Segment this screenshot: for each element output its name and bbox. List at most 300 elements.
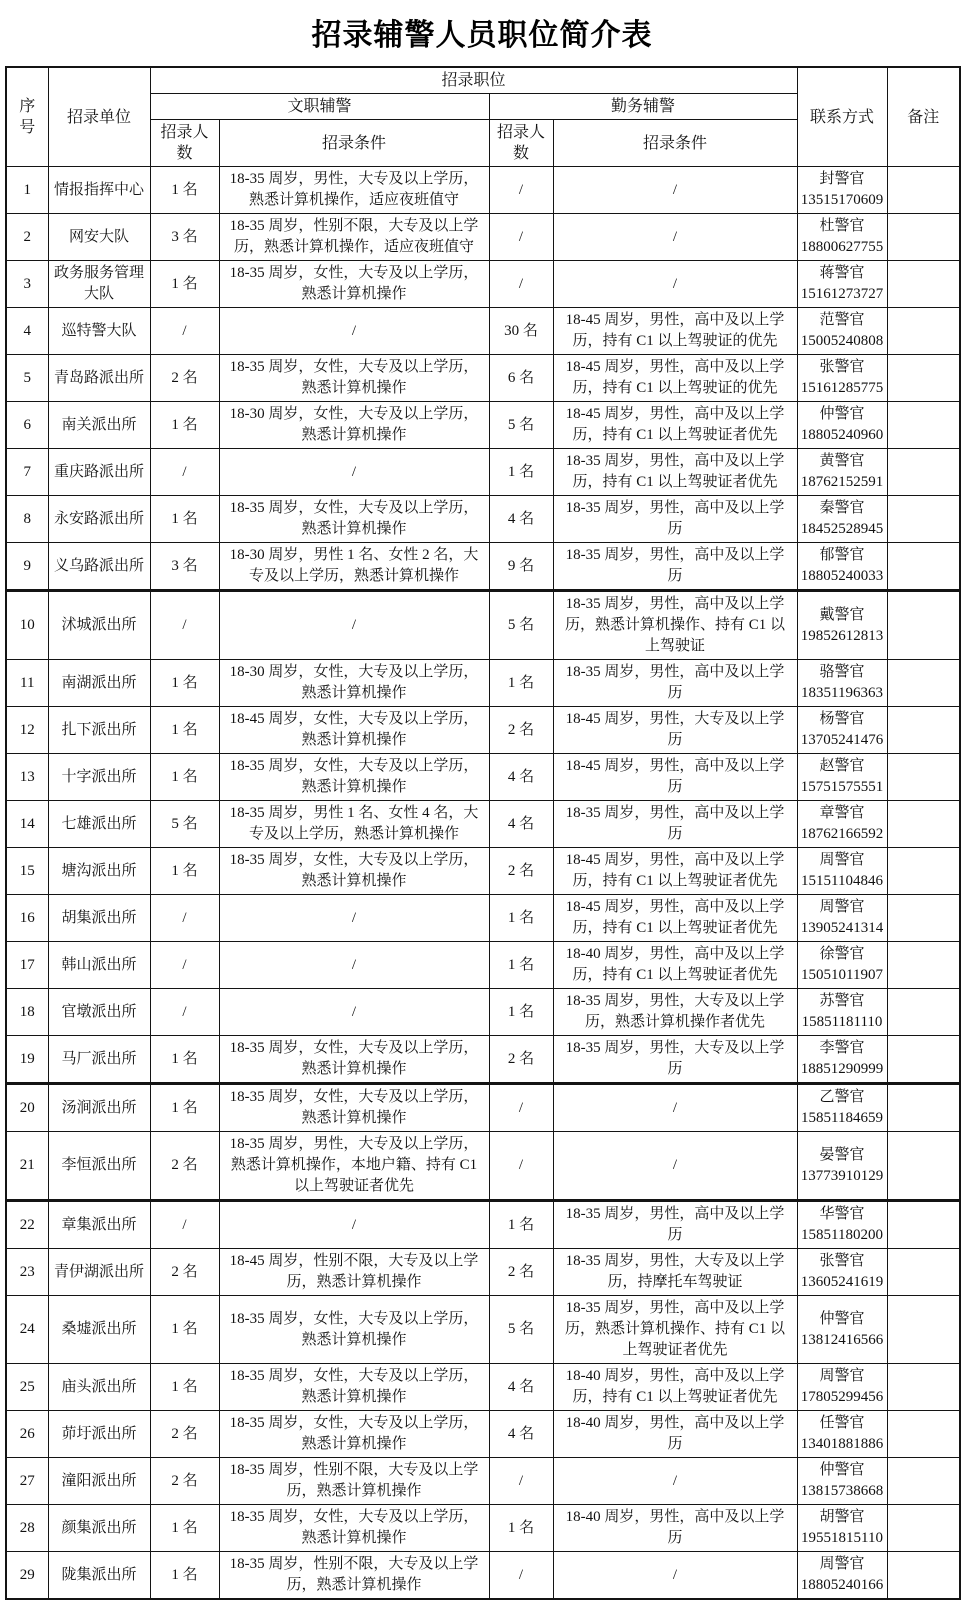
contact-cell (797, 1132, 887, 1201)
contact-phone: 15851181110 (801, 1014, 883, 1030)
civilian-count: 1 名 (150, 1296, 219, 1364)
row-unit: 网安大队 (48, 214, 150, 261)
header-remark: 备注 (887, 67, 960, 167)
civilian-conditions: / (219, 591, 489, 660)
row-serial: 28 (6, 1505, 48, 1552)
row-unit: 茆圩派出所 (48, 1411, 150, 1458)
row-serial: 27 (6, 1458, 48, 1505)
contact-cell (797, 449, 887, 496)
row-unit: 青岛路派出所 (48, 355, 150, 402)
duty-conditions: 18-35 周岁，男性，高中及以上学历 (553, 496, 797, 543)
contact-phone: 13515170609 (800, 192, 884, 208)
duty-conditions: 18-35 周岁，男性，高中及以上学历 (553, 801, 797, 848)
duty-conditions: / (553, 1132, 797, 1201)
remark-cell (887, 1458, 960, 1505)
remark-cell (887, 1132, 960, 1201)
remark-cell (887, 355, 960, 402)
row-serial: 1 (6, 167, 48, 214)
duty-conditions: 18-40 周岁，男性，高中及以上学历 (553, 1411, 797, 1458)
civilian-count: 1 名 (150, 402, 219, 449)
contact-cell (797, 1036, 887, 1084)
row-unit: 巡特警大队 (48, 308, 150, 355)
duty-count: 2 名 (489, 1036, 553, 1084)
civilian-conditions: 18-30 周岁，女性，大专及以上学历，熟悉计算机操作 (219, 402, 489, 449)
contact-name: 杨警官 (819, 711, 865, 727)
remark-cell (887, 1249, 960, 1296)
table-row (6, 1411, 960, 1458)
row-serial: 3 (6, 261, 48, 308)
contact-phone: 15151104846 (801, 873, 883, 889)
row-unit: 重庆路派出所 (48, 449, 150, 496)
duty-count: 1 名 (489, 449, 553, 496)
contact-phone: 15005240808 (800, 333, 884, 349)
duty-conditions: 18-35 周岁，男性，高中及以上学历 (553, 543, 797, 591)
contact-cell (797, 848, 887, 895)
table-row (6, 496, 960, 543)
civilian-count: 5 名 (150, 801, 219, 848)
contact-cell (797, 591, 887, 660)
row-unit: 沭城派出所 (48, 591, 150, 660)
row-serial: 6 (6, 402, 48, 449)
contact-name: 蒋警官 (819, 265, 865, 281)
remark-cell (887, 1296, 960, 1364)
row-serial: 16 (6, 895, 48, 942)
row-unit: 官墩派出所 (48, 989, 150, 1036)
civilian-count: / (150, 989, 219, 1036)
table-row (6, 167, 960, 214)
civilian-conditions: 18-35 周岁，性别不限，大专及以上学历，熟悉计算机操作，适应夜班值守 (219, 214, 489, 261)
remark-cell (887, 261, 960, 308)
table-row (6, 543, 960, 591)
civilian-conditions: / (219, 942, 489, 989)
table-row (6, 1249, 960, 1296)
civilian-count: 1 名 (150, 660, 219, 707)
row-serial: 4 (6, 308, 48, 355)
civilian-count: 3 名 (150, 214, 219, 261)
civilian-count: 1 名 (150, 496, 219, 543)
row-serial: 5 (6, 355, 48, 402)
remark-cell (887, 1364, 960, 1411)
duty-count: 5 名 (489, 591, 553, 660)
civilian-conditions: 18-45 周岁，女性，大专及以上学历，熟悉计算机操作 (219, 707, 489, 754)
duty-conditions: / (553, 1552, 797, 1600)
row-serial: 11 (6, 660, 48, 707)
civilian-conditions: / (219, 449, 489, 496)
contact-phone: 15851180200 (801, 1227, 883, 1243)
row-unit: 桑墟派出所 (48, 1296, 150, 1364)
remark-cell (887, 496, 960, 543)
civilian-count: / (150, 1201, 219, 1249)
duty-count: 1 名 (489, 1201, 553, 1249)
contact-name: 黄警官 (819, 453, 865, 469)
remark-cell (887, 167, 960, 214)
remark-cell (887, 449, 960, 496)
civilian-count: 1 名 (150, 848, 219, 895)
duty-conditions: 18-40 周岁，男性，高中及以上学历，持有 C1 以上驾驶证者优先 (553, 1364, 797, 1411)
remark-cell (887, 754, 960, 801)
remark-cell (887, 1036, 960, 1084)
row-serial: 2 (6, 214, 48, 261)
remark-cell (887, 543, 960, 591)
row-serial: 20 (6, 1084, 48, 1132)
row-serial: 9 (6, 543, 48, 591)
row-unit: 颜集派出所 (48, 1505, 150, 1552)
duty-conditions: 18-45 周岁，男性，高中及以上学历，持有 C1 以上驾驶证者优先 (553, 895, 797, 942)
contact-name: 华警官 (819, 1206, 865, 1222)
contact-cell (797, 1364, 887, 1411)
contact-phone: 15161273727 (800, 286, 884, 302)
duty-conditions: 18-45 周岁，男性，高中及以上学历，持有 C1 以上驾驶证者优先 (553, 402, 797, 449)
contact-cell (797, 496, 887, 543)
header-contact: 联系方式 (797, 67, 887, 167)
duty-count: 2 名 (489, 1249, 553, 1296)
row-unit: 七雄派出所 (48, 801, 150, 848)
contact-cell (797, 1296, 887, 1364)
duty-count: / (489, 1458, 553, 1505)
remark-cell (887, 402, 960, 449)
contact-cell (797, 1084, 887, 1132)
row-unit: 汤涧派出所 (48, 1084, 150, 1132)
civilian-conditions: / (219, 895, 489, 942)
remark-cell (887, 1084, 960, 1132)
remark-cell (887, 707, 960, 754)
header-duty-conditions: 招录条件 (553, 120, 797, 167)
page-title: 招录辅警人员职位简介表 (311, 19, 653, 52)
civilian-conditions: / (219, 989, 489, 1036)
duty-count: 4 名 (489, 754, 553, 801)
contact-cell (797, 1552, 887, 1600)
row-serial: 8 (6, 496, 48, 543)
civilian-count: 1 名 (150, 754, 219, 801)
duty-conditions: 18-45 周岁，男性，高中及以上学历 (553, 754, 797, 801)
duty-count: 4 名 (489, 496, 553, 543)
contact-name: 封警官 (819, 171, 865, 187)
contact-phone: 13812416566 (800, 1331, 884, 1348)
contact-cell (797, 214, 887, 261)
civilian-count: 3 名 (150, 543, 219, 591)
duty-conditions: 18-35 周岁，男性，大专及以上学历，熟悉计算机操作者优先 (553, 989, 797, 1036)
contact-name: 周警官 (819, 1556, 865, 1572)
row-serial: 10 (6, 591, 48, 660)
contact-phone: 19852612813 (800, 627, 884, 644)
row-unit: 马厂派出所 (48, 1036, 150, 1084)
contact-phone: 15851184659 (801, 1110, 883, 1126)
contact-cell (797, 660, 887, 707)
contact-cell (797, 167, 887, 214)
row-unit: 十字派出所 (48, 754, 150, 801)
row-serial: 7 (6, 449, 48, 496)
table-row (6, 754, 960, 801)
table-row (6, 1201, 960, 1249)
civilian-count: 2 名 (150, 355, 219, 402)
duty-count: 2 名 (489, 707, 553, 754)
contact-name: 苏警官 (819, 993, 865, 1009)
table-header (6, 67, 960, 167)
contact-phone: 18805240166 (800, 1577, 884, 1593)
contact-name: 杜警官 (819, 218, 865, 234)
row-unit: 庙头派出所 (48, 1364, 150, 1411)
contact-cell (797, 355, 887, 402)
contact-cell (797, 989, 887, 1036)
duty-count: 2 名 (489, 848, 553, 895)
contact-phone: 15751575551 (800, 779, 884, 795)
contact-phone: 13401881886 (800, 1436, 884, 1452)
duty-conditions: 18-35 周岁，男性，高中及以上学历，熟悉计算机操作、持有 C1 以上驾驶证 (553, 591, 797, 660)
contact-phone: 15051011907 (801, 967, 883, 983)
duty-conditions: 18-35 周岁，男性，高中及以上学历 (553, 660, 797, 707)
civilian-conditions: 18-30 周岁，女性，大专及以上学历，熟悉计算机操作 (219, 660, 489, 707)
duty-count: 5 名 (489, 402, 553, 449)
contact-name: 赵警官 (819, 758, 865, 774)
table-row (6, 848, 960, 895)
contact-phone: 19551815110 (801, 1530, 883, 1546)
remark-cell (887, 214, 960, 261)
contact-phone: 18805240960 (800, 427, 884, 443)
civilian-count: / (150, 895, 219, 942)
contact-name: 仲警官 (819, 406, 865, 422)
duty-count: 4 名 (489, 1411, 553, 1458)
contact-cell (797, 801, 887, 848)
table-row (6, 895, 960, 942)
contact-cell (797, 754, 887, 801)
duty-count: / (489, 214, 553, 261)
duty-conditions: 18-35 周岁，男性，大专及以上学历，持摩托车驾驶证 (553, 1249, 797, 1296)
row-serial: 17 (6, 942, 48, 989)
duty-conditions: 18-40 周岁，男性，高中及以上学历 (553, 1505, 797, 1552)
table-row (6, 591, 960, 660)
remark-cell (887, 895, 960, 942)
contact-name: 周警官 (819, 899, 865, 915)
duty-conditions: / (553, 167, 797, 214)
row-unit: 永安路派出所 (48, 496, 150, 543)
duty-count: 6 名 (489, 355, 553, 402)
duty-conditions: / (553, 261, 797, 308)
civilian-conditions: 18-35 周岁，性别不限，大专及以上学历，熟悉计算机操作 (219, 1552, 489, 1600)
contact-name: 仲警官 (819, 1462, 865, 1478)
civilian-count: 1 名 (150, 1364, 219, 1411)
row-unit: 李恒派出所 (48, 1132, 150, 1201)
row-unit: 扎下派出所 (48, 707, 150, 754)
civilian-conditions: 18-35 周岁，性别不限，大专及以上学历，熟悉计算机操作 (219, 1458, 489, 1505)
contact-phone: 13905241314 (800, 920, 884, 936)
contact-cell (797, 1458, 887, 1505)
civilian-count: 1 名 (150, 261, 219, 308)
table-row (6, 1505, 960, 1552)
civilian-conditions: 18-35 周岁，女性，大专及以上学历，熟悉计算机操作 (219, 754, 489, 801)
contact-name: 章警官 (819, 805, 865, 821)
recruitment-table (5, 66, 961, 1600)
duty-conditions: 18-35 周岁，男性，高中及以上学历 (553, 1201, 797, 1249)
row-unit: 陇集派出所 (48, 1552, 150, 1600)
header-duty-group: 勤务辅警 (489, 94, 797, 120)
row-unit: 政务服务管理大队 (48, 261, 150, 308)
contact-cell (797, 942, 887, 989)
duty-count: 1 名 (489, 660, 553, 707)
row-serial: 24 (6, 1296, 48, 1364)
duty-count: 30 名 (489, 308, 553, 355)
row-serial: 13 (6, 754, 48, 801)
civilian-count: 2 名 (150, 1458, 219, 1505)
contact-phone: 13605241619 (800, 1274, 884, 1290)
remark-cell (887, 989, 960, 1036)
contact-phone: 18805240033 (800, 568, 884, 584)
table-row (6, 449, 960, 496)
contact-name: 张警官 (819, 359, 865, 375)
civilian-count: 1 名 (150, 167, 219, 214)
contact-phone: 13773910129 (800, 1167, 884, 1184)
contact-cell (797, 543, 887, 591)
contact-phone: 18762152591 (800, 474, 884, 490)
duty-conditions: 18-35 周岁，男性，大专及以上学历 (553, 1036, 797, 1084)
table-row (6, 1132, 960, 1201)
civilian-conditions: 18-35 周岁，女性，大专及以上学历，熟悉计算机操作 (219, 1364, 489, 1411)
remark-cell (887, 1201, 960, 1249)
table-row (6, 801, 960, 848)
contact-name: 秦警官 (819, 500, 865, 516)
contact-name: 周警官 (819, 852, 865, 868)
row-unit: 胡集派出所 (48, 895, 150, 942)
duty-conditions: 18-45 周岁，男性，大专及以上学历 (553, 707, 797, 754)
contact-name: 范警官 (819, 312, 865, 328)
contact-phone: 18800627755 (800, 239, 884, 255)
duty-count: 1 名 (489, 989, 553, 1036)
contact-name: 郁警官 (819, 547, 865, 563)
remark-cell (887, 591, 960, 660)
contact-phone: 17805299456 (800, 1389, 884, 1405)
civilian-count: 1 名 (150, 1505, 219, 1552)
civilian-conditions: 18-35 周岁，女性，大专及以上学历，熟悉计算机操作 (219, 355, 489, 402)
civilian-count: 2 名 (150, 1249, 219, 1296)
duty-count: / (489, 1084, 553, 1132)
table-row (6, 1296, 960, 1364)
duty-count: / (489, 167, 553, 214)
duty-count: 4 名 (489, 1364, 553, 1411)
civilian-conditions: 18-35 周岁，男性 1 名、女性 4 名，大专及以上学历，熟悉计算机操作 (219, 801, 489, 848)
table-row (6, 1036, 960, 1084)
row-unit: 青伊湖派出所 (48, 1249, 150, 1296)
row-serial: 23 (6, 1249, 48, 1296)
table-row (6, 308, 960, 355)
contact-name: 戴警官 (819, 606, 865, 623)
duty-count: 1 名 (489, 1505, 553, 1552)
remark-cell (887, 848, 960, 895)
duty-conditions: 18-35 周岁，男性，高中及以上学历，持有 C1 以上驾驶证者优先 (553, 449, 797, 496)
contact-name: 胡警官 (819, 1509, 865, 1525)
table-body (6, 167, 960, 1600)
contact-phone: 18851290999 (800, 1061, 884, 1077)
row-serial: 22 (6, 1201, 48, 1249)
header-serial: 序号 (6, 67, 48, 167)
civilian-count: 2 名 (150, 1132, 219, 1201)
contact-name: 乙警官 (819, 1089, 865, 1105)
duty-conditions: / (553, 1084, 797, 1132)
contact-name: 徐警官 (819, 946, 865, 962)
duty-conditions: / (553, 1458, 797, 1505)
duty-conditions: 18-45 周岁，男性，高中及以上学历，持有 C1 以上驾驶证的优先 (553, 355, 797, 402)
table-row (6, 660, 960, 707)
contact-phone: 15161285775 (800, 380, 884, 396)
contact-phone: 18351196363 (801, 685, 883, 701)
header-civilian-group: 文职辅警 (150, 94, 489, 120)
table-row (6, 1364, 960, 1411)
contact-cell (797, 707, 887, 754)
remark-cell (887, 1552, 960, 1600)
duty-conditions: 18-45 周岁，男性，高中及以上学历，持有 C1 以上驾驶证的优先 (553, 308, 797, 355)
civilian-conditions: 18-35 周岁，女性，大专及以上学历，熟悉计算机操作 (219, 1296, 489, 1364)
duty-count: 9 名 (489, 543, 553, 591)
civilian-count: / (150, 449, 219, 496)
remark-cell (887, 1505, 960, 1552)
duty-count: 1 名 (489, 942, 553, 989)
duty-count: 4 名 (489, 801, 553, 848)
row-serial: 14 (6, 801, 48, 848)
contact-name: 晏警官 (819, 1146, 865, 1163)
table-row (6, 989, 960, 1036)
civilian-conditions: 18-30 周岁，男性 1 名、女性 2 名，大专及以上学历，熟悉计算机操作 (219, 543, 489, 591)
contact-cell (797, 402, 887, 449)
row-serial: 21 (6, 1132, 48, 1201)
civilian-conditions: 18-35 周岁，男性，大专及以上学历，熟悉计算机操作，适应夜班值守 (219, 167, 489, 214)
duty-conditions: 18-40 周岁，男性，高中及以上学历，持有 C1 以上驾驶证者优先 (553, 942, 797, 989)
civilian-conditions: 18-35 周岁，女性，大专及以上学历，熟悉计算机操作 (219, 1411, 489, 1458)
duty-count: / (489, 1132, 553, 1201)
row-unit: 南关派出所 (48, 402, 150, 449)
civilian-conditions: 18-35 周岁，女性，大专及以上学历，熟悉计算机操作 (219, 1036, 489, 1084)
civilian-conditions: 18-35 周岁，女性，大专及以上学历，熟悉计算机操作 (219, 496, 489, 543)
header-position-group: 招录职位 (150, 67, 797, 94)
duty-count: / (489, 261, 553, 308)
row-serial: 19 (6, 1036, 48, 1084)
contact-phone: 18762166592 (800, 826, 884, 842)
table-row (6, 402, 960, 449)
civilian-conditions: 18-35 周岁，女性，大专及以上学历，熟悉计算机操作 (219, 1084, 489, 1132)
table-row (6, 1084, 960, 1132)
header-duty-count: 招录人数 (489, 120, 553, 167)
row-unit: 情报指挥中心 (48, 167, 150, 214)
table-row (6, 1458, 960, 1505)
row-unit: 塘沟派出所 (48, 848, 150, 895)
civilian-count: 1 名 (150, 1036, 219, 1084)
civilian-count: / (150, 591, 219, 660)
contact-cell (797, 1249, 887, 1296)
row-unit: 义乌路派出所 (48, 543, 150, 591)
row-unit: 潼阳派出所 (48, 1458, 150, 1505)
contact-cell (797, 261, 887, 308)
contact-cell (797, 895, 887, 942)
contact-cell (797, 308, 887, 355)
remark-cell (887, 942, 960, 989)
duty-conditions: 18-35 周岁，男性，高中及以上学历，熟悉计算机操作、持有 C1 以上驾驶证者优先 (553, 1296, 797, 1364)
table-row (6, 707, 960, 754)
civilian-count: 1 名 (150, 1084, 219, 1132)
header-unit: 招录单位 (48, 67, 150, 167)
contact-phone: 13815738668 (800, 1483, 884, 1499)
contact-cell (797, 1411, 887, 1458)
contact-cell (797, 1505, 887, 1552)
civilian-conditions: / (219, 1201, 489, 1249)
remark-cell (887, 308, 960, 355)
row-unit: 章集派出所 (48, 1201, 150, 1249)
contact-name: 任警官 (819, 1415, 865, 1431)
duty-conditions: / (553, 214, 797, 261)
contact-phone: 18452528945 (800, 521, 884, 537)
civilian-count: 1 名 (150, 707, 219, 754)
civilian-conditions: 18-35 周岁，女性，大专及以上学历，熟悉计算机操作 (219, 848, 489, 895)
row-unit: 韩山派出所 (48, 942, 150, 989)
civilian-conditions: 18-35 周岁，女性，大专及以上学历，熟悉计算机操作 (219, 261, 489, 308)
row-serial: 18 (6, 989, 48, 1036)
civilian-conditions: 18-45 周岁，性别不限，大专及以上学历，熟悉计算机操作 (219, 1249, 489, 1296)
